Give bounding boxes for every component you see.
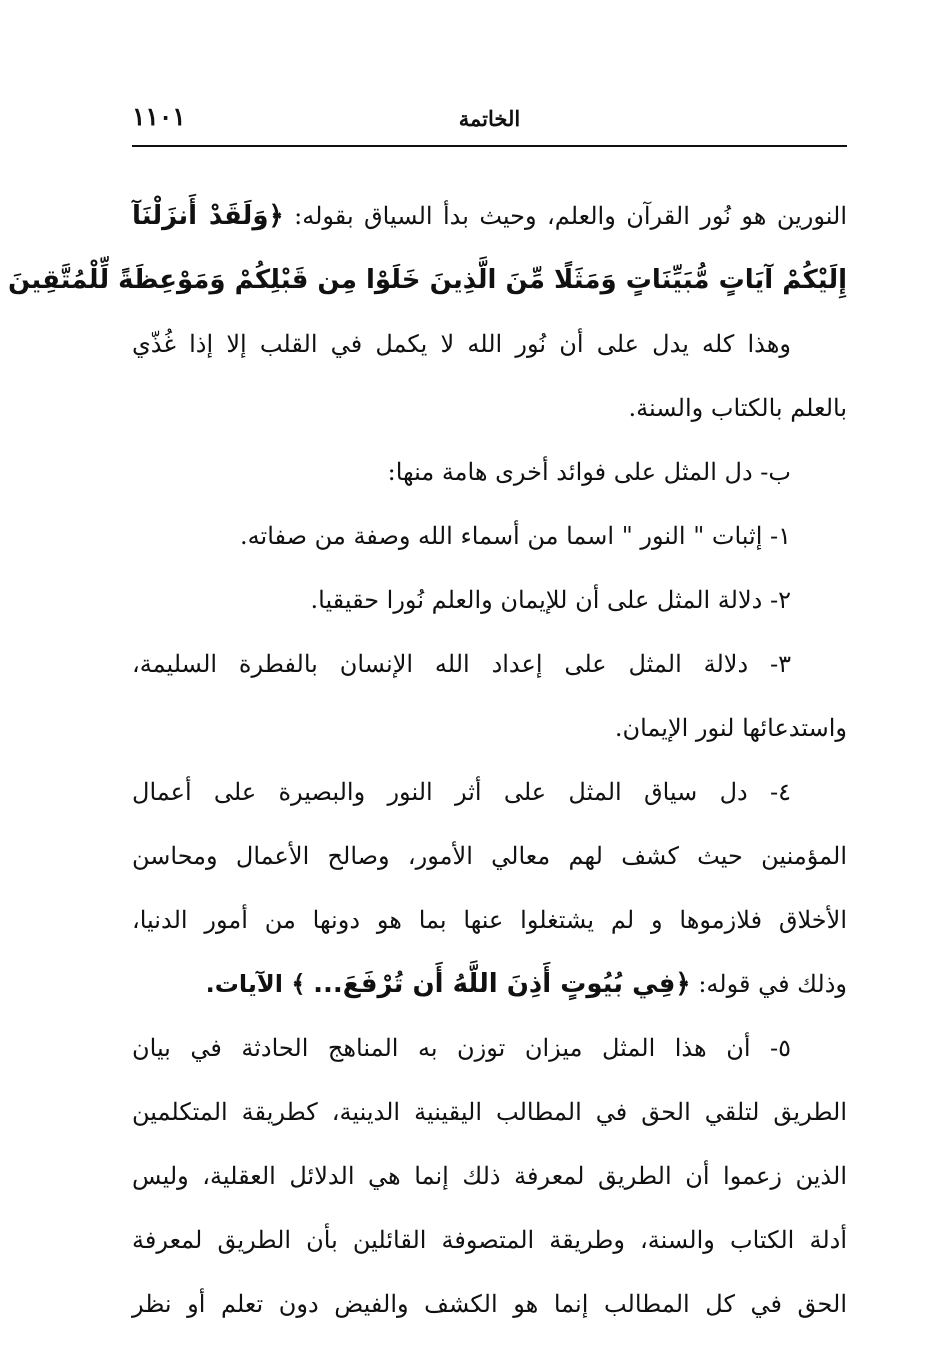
text-span: وذلك في قوله: (698, 970, 847, 998)
list-item-5-line-3: الذين زعموا أن الطريق لمعرفة ذلك إنما هي الدلائل العقلية، وليس (132, 1162, 847, 1190)
paragraph-1-line-1 (132, 184, 847, 248)
list-item-5-line-4: أدلة الكتاب والسنة، وطريقة المتصوفة القائلين بأن الطريق لمعرفة (132, 1226, 847, 1254)
list-item-4-line-4 (132, 952, 847, 1016)
list-item-5-line-1: ٥- أن هذا المثل ميزان توزن به المناهج الحادثة في بيان (132, 1034, 791, 1062)
running-header (132, 100, 847, 142)
paragraph-1-line-2 (7, 248, 847, 312)
quran-verse: ﴿وَلَقَدْ أَنزَلْنَآ (132, 201, 284, 231)
list-item-2: ٢- دلالة المثل على أن للإيمان والعلم نُورا حقيقيا. (310, 586, 791, 614)
quran-close-bracket: ﴾ الآيات. (205, 970, 306, 998)
list-item-4-line-1: ٤- دل سياق المثل على أثر النور والبصيرة على أعمال (132, 778, 791, 806)
list-item-3-line-1: ٣- دلالة المثل على إعداد الله الإنسان بالفطرة السليمة، (132, 650, 791, 678)
header-title: الخاتمة (458, 106, 521, 131)
header-divider (132, 145, 847, 147)
list-item-4-line-2: المؤمنين حيث كشف لهم معالي الأمور، وصالح الأعمال ومحاسن (132, 842, 847, 870)
paragraph-3-line-1: ب- دل المثل على فوائد أخرى هامة منها: (387, 458, 791, 486)
text-span: النورين هو نُور القرآن والعلم، وحيث بدأ السياق بقوله: (294, 202, 847, 230)
quran-verse: ﴿فِي بُيُوتٍ أَذِنَ اللَّهُ أَن تُرْفَعَ... (313, 969, 691, 999)
paragraph-2-line-1: وهذا كله يدل على أن نُور الله لا يكمل في القلب إلا إذا غُذّي (132, 330, 791, 358)
list-item-5-line-2: الطريق لتلقي الحق في المطالب اليقينية الدينية، كطريقة المتكلمين (132, 1098, 847, 1126)
list-item-3-line-2: واستدعائها لنور الإيمان. (614, 714, 847, 742)
paragraph-2-line-2: بالعلم بالكتاب والسنة. (628, 394, 847, 422)
body-text (7, 184, 847, 1336)
quran-verse: إِلَيْكُمْ آيَاتٍ مُّبَيِّنَاتٍ وَمَثَلًا مِّنَ الَّذِينَ خَلَوْا مِن قَبْلِكُمْ وَمَوْعِظَةً لِّلْمُتَّقِينَ (7, 265, 847, 295)
page-number: ١١٠١ (132, 102, 186, 131)
list-item-5-line-5: الحق في كل المطالب إنما هو الكشف والفيض دون تعلم أو نظر (132, 1290, 847, 1318)
list-item-4-line-3: الأخلاق فلازموها و لم يشتغلوا عنها بما هو دونها من أمور الدنيا، (132, 906, 847, 934)
list-item-1: ١- إثبات " النور " اسما من أسماء الله وصفة من صفاته. (240, 522, 791, 550)
